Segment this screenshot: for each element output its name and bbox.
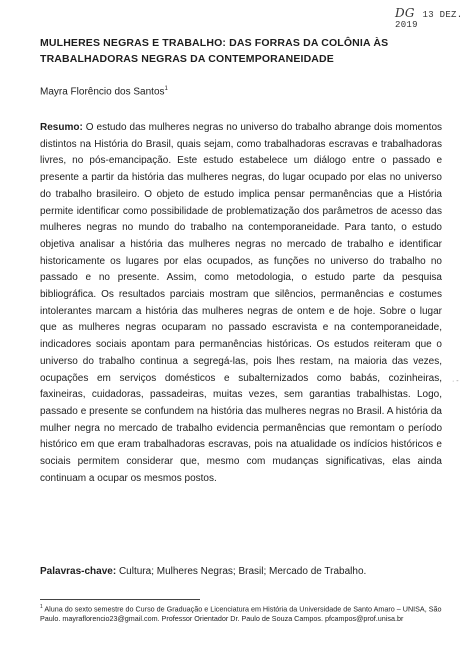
scan-speck: · - <box>452 378 459 385</box>
footnote <box>40 602 442 624</box>
handwritten-signature: DG <box>395 6 415 20</box>
keywords <box>40 566 366 577</box>
keywords-text: Cultura; Mulheres Negras; Brasil; Mercado de Trabalho. <box>118 566 367 577</box>
abstract-text: O estudo das mulheres negras no universo do trabalho abrange dois momentos distintos na História do Brasil, quais sejam, como trabalhadoras escravas e trabalhadoras livres, no pós-emancipação. Este estudo estabelece um diálogo entre o passado e presente a partir da história das mulheres negras, do lugar ocupado por elas no universo do trabalho brasileiro. O objeto de estudo implica pensar permanências que a História permite identificar como possibilidade de problematização dos parâmetros de acesso das mulheres negras no mundo do trabalho na contemporaneidade. Para tanto, o estudo objetiva analisar a história das mulheres negras no mercado de trabalho e identificar historicamente os lugares por elas ocupados, as funções no universo do trabalho no passado e no presente. Assim, como metodologia, o estudo parte da pesquisa bibliográfica. Os resultados parciais mostram que silêncios, permanências e costumes intolerantes marcam a história das mulheres negras de ontem e de hoje. Sobre o lugar que as mulheres negras ocuparam no passado escravista e na contemporaneidade, indicadores sociais apontam para permanências históricas. Os estudos reiteram que o universo do trabalho continua a segregá-las, pois lhes restam, na maioria das vezes, ocupações em serviços domésticos e subalternizados como babás, cozinheiras, faxineiras, cuidadoras, passadeiras, muitas vezes, sem garantias trabalhistas. Logo, passado e presente se confundem na história das mulheres negras no Brasil. A história da mulher negra no mercado de trabalho evidencia permanências que remontam o período histórico em que eram trabalhadoras escravas, pois na atualidade os indícios históricos e sociais permitem considerar que, mesmo com mudanças significativas, elas ainda continuam a ocupar os mesmos postos. <box>40 122 443 484</box>
abstract-label: Resumo: <box>40 122 83 133</box>
author-name: Mayra Florêncio dos Santos <box>40 86 165 98</box>
footnote-text: Aluna do sexto semestre do Curso de Graduação e Licenciatura em História da Universidade de Santo Amaro – UNISA, São Paulo. mayraflorencio23@gmail.com. Professor Orientador Dr. Paulo de Souza Campos. pfcampos@prof.unisa.br <box>40 604 442 624</box>
date-stamp <box>395 6 476 30</box>
paper-title: MULHERES NEGRAS E TRABALHO: DAS FORRAS DA COLÔNIA ÀS TRABALHADORAS NEGRAS DA CONTEMPORANEIDADE <box>40 37 389 65</box>
author-line <box>40 86 168 97</box>
stamp-date: 13 DEZ. 2019 <box>395 10 463 30</box>
author-footnote-ref: 1 <box>164 86 168 92</box>
abstract <box>40 120 442 487</box>
footnote-divider <box>40 599 200 600</box>
footnote-number: 1 <box>40 604 43 610</box>
keywords-label: Palavras-chave: <box>40 566 117 577</box>
